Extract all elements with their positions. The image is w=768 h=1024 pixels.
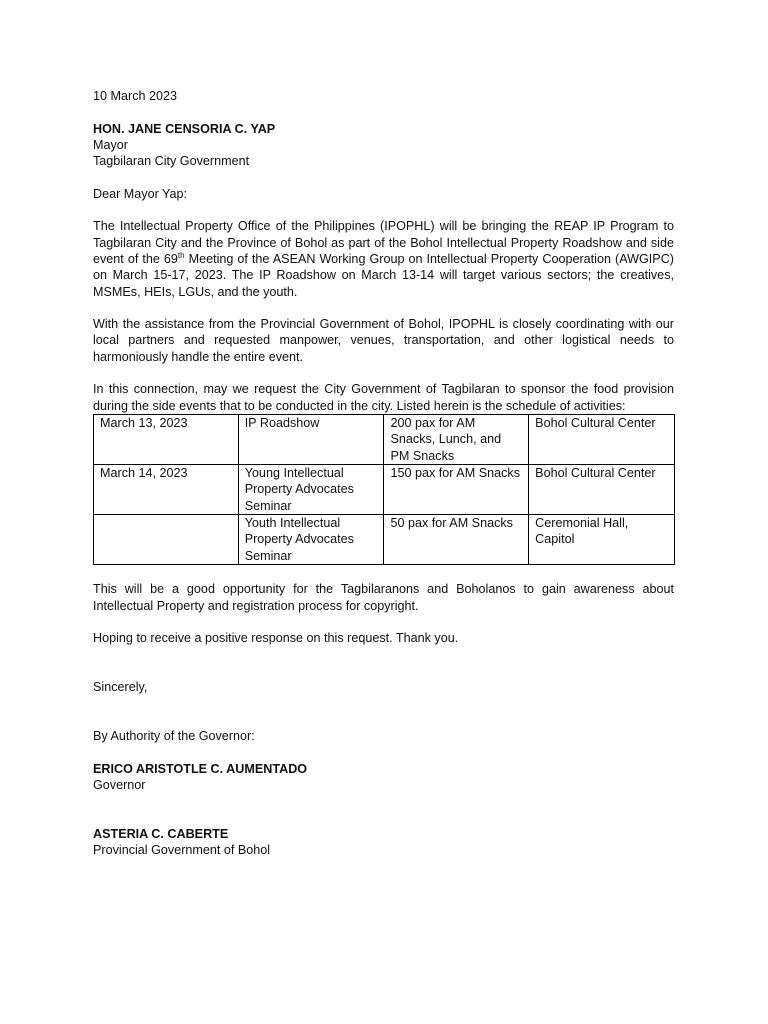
paragraph-assistance: With the assistance from the Provincial Government of Bohol, IPOPHL is closely coordinating with our local partners and requested manpower, venues, transportation, and other logistical needs to harmoniously handle the entire event. (93, 317, 674, 364)
signatory-governor-name: ERICO ARISTOTLE C. AUMENTADO (93, 761, 308, 776)
paragraph-opportunity: This will be a good opportunity for the Tagbilaranons and Boholanos to gain awareness about Intellectual Property and registration process for copyright. (93, 582, 674, 613)
signatory-governor-title: Governor (93, 777, 146, 792)
schedule-food: 150 pax for AM Snacks (384, 464, 529, 514)
recipient-office: Tagbilaran City Government (93, 154, 250, 169)
paragraph-intro (93, 218, 674, 299)
schedule-venue: Ceremonial Hall, Capitol (529, 514, 675, 564)
schedule-activity: Youth Intellectual Property Advocates Seminar (238, 514, 384, 564)
schedule-date: March 14, 2023 (94, 464, 239, 514)
schedule-date (94, 514, 239, 564)
letter-date: 10 March 2023 (93, 89, 178, 103)
paragraph-hoping: Hoping to receive a positive response on this request. Thank you. (93, 631, 459, 646)
schedule-table (93, 414, 675, 565)
paragraph-intro-part2: Meeting of the ASEAN Working Group on Intellectual Property Cooperation (AWGIPC) on March 15-17, 2023. The IP Roadshow on March 13-14 will target various sectors; the creatives, MSMEs, HEIs, LGUs, and the youth. (93, 251, 674, 299)
ordinal-suffix: th (177, 250, 185, 260)
table-row (94, 464, 675, 514)
authority-line: By Authority of the Governor: (93, 728, 255, 743)
signatory-caberte-title: Provincial Government of Bohol (93, 842, 271, 857)
schedule-activity: IP Roadshow (238, 414, 384, 464)
salutation: Dear Mayor Yap: (93, 186, 188, 201)
closing: Sincerely, (93, 680, 148, 695)
recipient-name: HON. JANE CENSORIA C. YAP (93, 121, 276, 136)
letter-body (93, 88, 674, 858)
recipient-title: Mayor (93, 137, 128, 152)
table-row (94, 414, 675, 464)
schedule-date: March 13, 2023 (94, 414, 239, 464)
signatory-caberte-name: ASTERIA C. CABERTE (93, 826, 229, 841)
schedule-food: 200 pax for AM Snacks, Lunch, and PM Snacks (384, 414, 529, 464)
paragraph-request: In this connection, may we request the City Government of Tagbilaran to sponsor the food provision during the side events that to be conducted in the city. Listed herein is the schedule of activities: (93, 382, 674, 413)
schedule-venue: Bohol Cultural Center (529, 414, 675, 464)
table-row (94, 514, 675, 564)
schedule-food: 50 pax for AM Snacks (384, 514, 529, 564)
paragraph-intro-part1: The Intellectual Property Office of the Philippines (IPOPHL) will be bringing the REAP IP Program to Tagbilaran City and the Province of Bohol as part of the Bohol Intellectual Property Roadshow and side event of the 69 (93, 219, 674, 266)
schedule-venue: Bohol Cultural Center (529, 464, 675, 514)
schedule-activity: Young Intellectual Property Advocates Seminar (238, 464, 384, 514)
